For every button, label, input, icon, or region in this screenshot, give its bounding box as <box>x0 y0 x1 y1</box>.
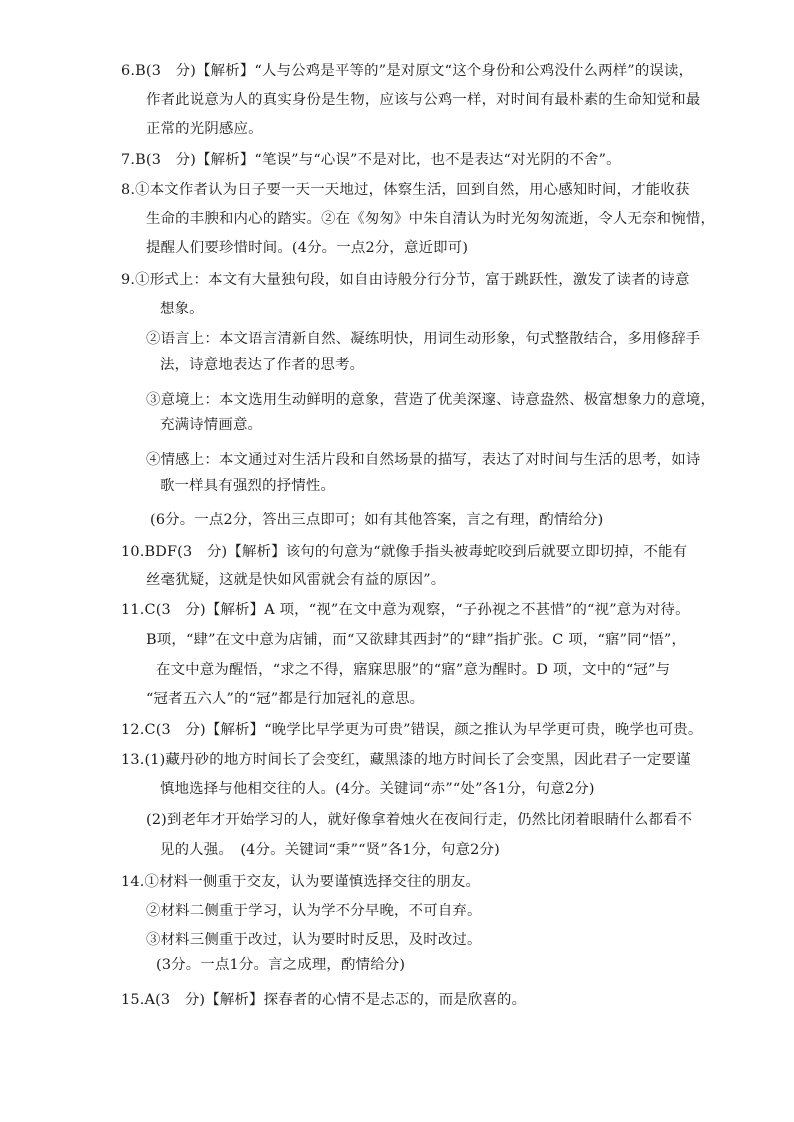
answer-line: (3分。一点1分。言之成理，酌情给分) <box>156 957 406 973</box>
answer-line: 14.①材料一侧重于交友，认为要谨慎选择交往的朋友。 <box>121 874 481 890</box>
answer-line: 想象。 <box>160 301 204 317</box>
answer-line: ②语言上：本文语言清新自然、凝练明快，用词生动形象，句式整散结合，多用修辞手 <box>146 331 701 347</box>
answer-line: 7.B(3 分)【解析】“笔误”与“心误”不是对比，也不是表达“对光阴的不舍”。 <box>121 152 621 168</box>
answer-line: 提醒人们要珍惜时间。(4分。一点2分，意近即可) <box>146 240 469 256</box>
answer-line: 6.B(3 分)【解析】“人与公鸡是平等的”是对原文“这个身份和公鸡没什么两样”的误读， <box>121 63 694 79</box>
answer-line: 正常的光阴感应。 <box>146 121 263 137</box>
answer-line: 9.①形式上：本文有大量独句段，如自由诗般分行分节，富于跳跃性，激发了读者的诗意 <box>121 272 690 288</box>
answer-line: 11.C(3 分)【解析】A 项，“视”在文中意为观察，“子孙视之不甚惜”的“视”意为对待。 <box>121 602 690 618</box>
answer-line: (6分。一点2分，答出三点即可；如有其他答案，言之有理，酌情给分) <box>150 512 604 528</box>
answer-line: 见的人强。 (4分。关键词“秉”“贤”各1分，句意2分) <box>160 842 500 858</box>
answer-line: ④情感上：本文通过对生活片段和自然场景的描写，表达了对时间与生活的思考，如诗 <box>146 452 701 468</box>
answer-line: ②材料二侧重于学习，认为学不分早晚，不可自弃。 <box>146 903 482 919</box>
answer-line: 丝毫犹疑，这就是快如风雷就会有益的原因”。 <box>146 572 446 588</box>
answer-line: 12.C(3 分)【解析】“晚学比早学更为可贵”错误，颜之推认为早学更可贵，晚学也可贵。 <box>121 722 703 738</box>
answer-line: 在文中意为醒悟，“求之不得，寤寐思服”的“寤”意为醒时。D 项，文中的“冠”与 <box>156 662 671 678</box>
answer-line: “冠者五六人”的“冠”都是行加冠礼的意思。 <box>146 691 425 707</box>
answer-line: 作者此说意为人的真实身份是生物，应该与公鸡一样，对时间有最朴素的生命知觉和最 <box>146 92 701 108</box>
answer-line: 慎地选择与他相交往的人。(4分。关键词“赤”“处”各1分，句意2分) <box>160 781 595 797</box>
answer-line: ③意境上：本文选用生动鲜明的意象，营造了优美深邃、诗意盎然、极富想象力的意境， <box>146 392 716 408</box>
answer-line: 生命的丰腴和内心的踏实。②在《匆匆》中朱自清认为时光匆匆流逝，令人无奈和惋惜， <box>146 211 716 227</box>
answer-line: 15.A(3 分)【解析】探春者的心情不是忐忑的，而是欣喜的。 <box>121 992 527 1008</box>
answer-line: B项，“肆”在文中意为店铺，而“又欲肆其西封”的“肆”指扩张。C 项，“寤”同“悟”， <box>146 632 687 648</box>
answer-line: 充满诗情画意。 <box>160 417 263 433</box>
answer-line: (2)到老年才开始学习的人，就好像拿着烛火在夜间行走，仍然比闭着眼睛什么都看不 <box>146 812 693 828</box>
answer-line: 法，诗意地表达了作者的思考。 <box>160 357 365 373</box>
answer-line: ③材料三侧重于改过，认为要时时反思，及时改过。 <box>146 932 482 948</box>
answer-line: 10.BDF(3 分)【解析】该句的句意为“就像手指头被毒蛇咬到后就要立即切掉，不能有 <box>121 544 688 560</box>
answer-line: 歌一样具有强烈的抒情性。 <box>160 478 336 494</box>
answer-line: 8.①本文作者认为日子要一天一天地过，体察生活，回到自然，用心感知时间，才能收获 <box>121 182 690 198</box>
answer-line: 13.(1)藏丹砂的地方时间长了会变红，藏黑漆的地方时间长了会变黑，因此君子一定要谨 <box>121 752 691 768</box>
